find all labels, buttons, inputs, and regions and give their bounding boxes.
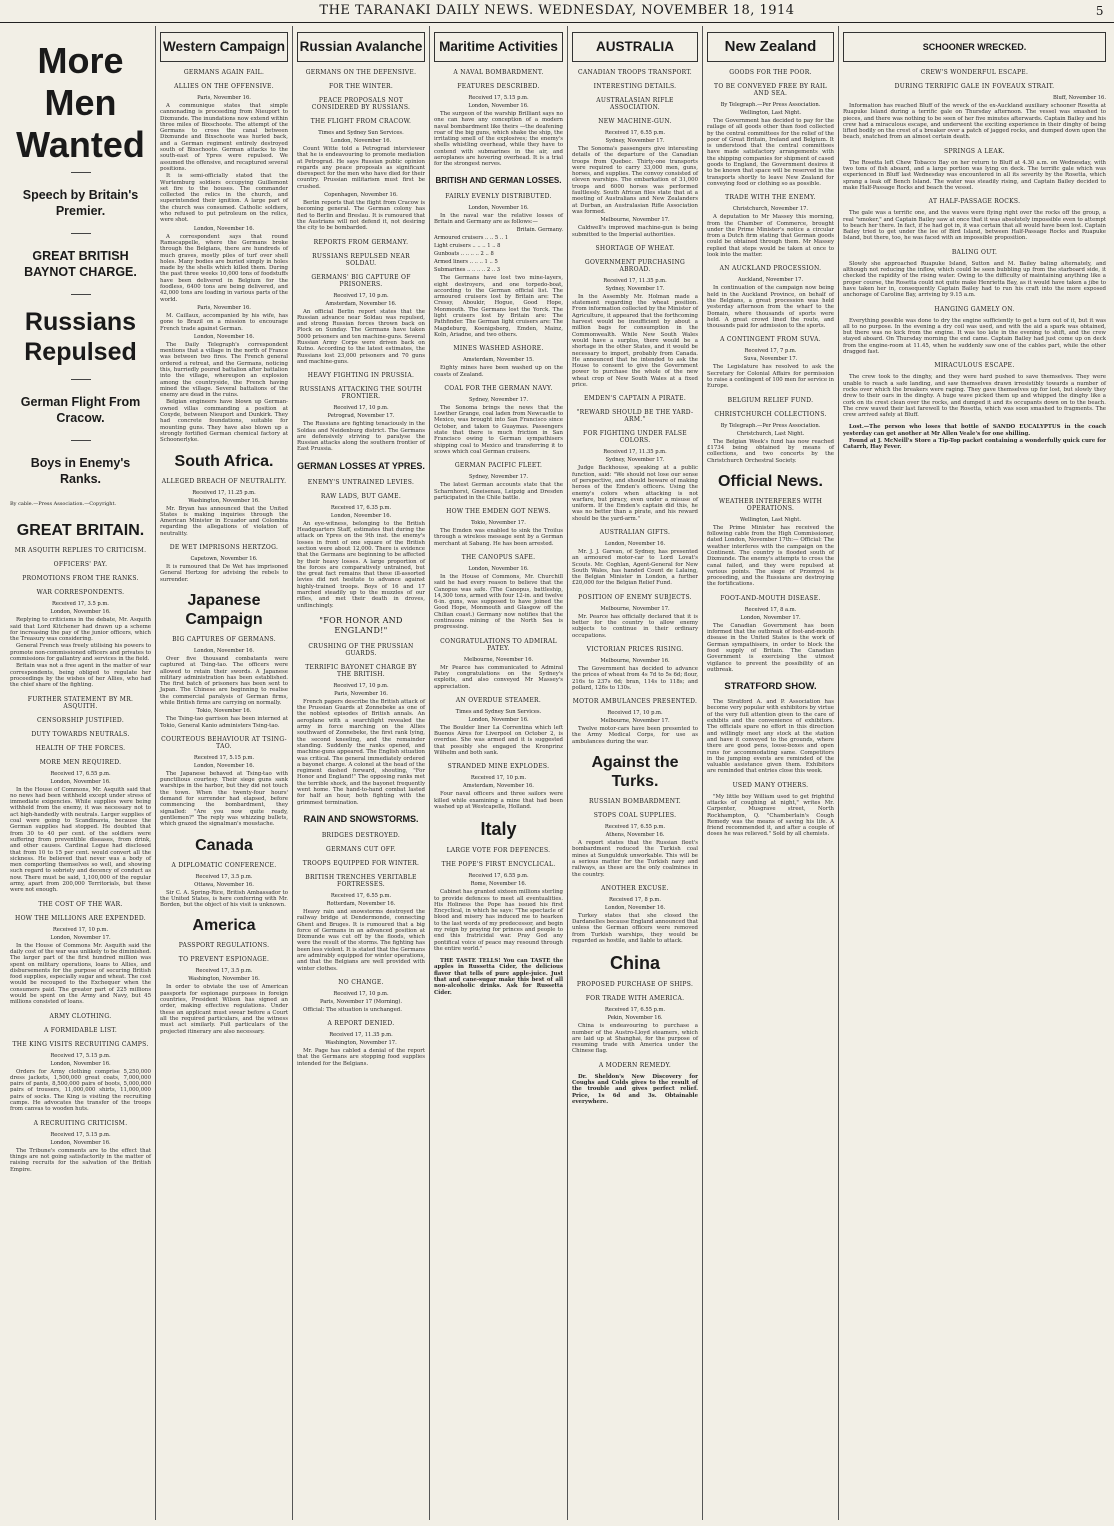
losses-table-header: Britain. Germany. — [516, 227, 563, 234]
column-heading: AUSTRALIA — [572, 32, 698, 62]
article-text: The Prime Minister has received the following cable from the High Commissioner, dated London, November 17th:— Official: The weather interferes with the campaign on the Continent. The country is flooded south of Dixmunde. The enemy's attempts to cross the canal failed, and they were repulsed at various points. The siege of Przemysl is proceeding, and the Russians are destroying the fortifications. — [707, 524, 834, 588]
column-maritime-activities — [430, 26, 568, 1520]
subhead: HEAVY FIGHTING IN PRUSSIA. — [307, 372, 415, 380]
section-great-britain: GREAT BRITAIN. — [16, 522, 145, 540]
press-credit: By cable.—Press Association.—Copyright. — [10, 501, 117, 507]
dateline: Sydney, November 17. — [468, 396, 529, 403]
subhead: GERMAN PACIFIC FLEET. — [454, 462, 543, 470]
article-text: Orders for Army clothing comprise 5,250,000 dress jackets, 1,500,000 great coats, 7,000,000 pairs of pants, 8,500,000 pairs of boots, 5,000,000 pairs of trousers, 11,000,000 shirts, 11,000,000 pairs of socks. The King is visiting the recruiting camps. He advocates the transfer of the troops from canvas to wooden huts. — [10, 1068, 151, 1113]
dateline: Washington, November 17. — [325, 1040, 397, 1047]
subhead: VICTORIAN PRICES RISING. — [586, 645, 684, 653]
subhead: THE POPE'S FIRST ENCYCLICAL. — [441, 861, 556, 869]
dateline: Sydney, November 17. — [605, 457, 665, 464]
article-text: In continuation of the campaign now being held in the Auckland Province, on behalf of the Belgians, a great procession was held yesterday afternoon from the wharf to the Domain, where thousands of sports were held. A great crowd lined the route, and thousands paid for admission to the sports. — [707, 285, 834, 330]
subhead: COAL FOR THE GERMAN NAVY. — [444, 384, 553, 392]
subhead: POSITION OF ENEMY SUBJECTS. — [578, 593, 692, 601]
section-german-losses-ypres: GERMAN LOSSES AT YPRES. — [297, 460, 425, 471]
dateline: London, November 17. — [50, 934, 111, 941]
subhead: FOOT-AND-MOUTH DISEASE. — [720, 594, 821, 602]
article-text: Berlin reports that the flight from Cracow is becoming general. The German colony has fled to Berlin and Breslau. It is rumoured that the Austrians will not defend it, not desiring the city to be bombarded. — [297, 200, 425, 232]
article-text: In order to obviate the use of American passports for espionage purposes in foreign countries, President Wilson has signed an order, making effective regulations. Under these an applicant must swear before a Court all the required particulars, and the witness must act similarly. Full particulars of the projected itinerary are also necessary. — [160, 984, 288, 1035]
masthead — [0, 0, 1114, 23]
subhead: DE WET IMPRISONS HERTZOG. — [169, 544, 279, 552]
dateline: Received 17, 5.15 p.m. — [193, 754, 255, 761]
subhead: A CONTINGENT FROM SUVA. — [720, 336, 821, 344]
dateline: London, November 16. — [50, 778, 111, 785]
dateline: Received 17, 10 p.m. — [470, 775, 527, 782]
article-text: China is endeavouring to purchase a number of the Austro-Lloyd steamers, which are laid up at Shanghai, for the purpose of resuming trade with America under the Chinese flag. — [572, 1023, 698, 1055]
dateline: Paris, November 16. — [197, 304, 251, 311]
dateline: Received 17, 6.55 p.m. — [604, 1007, 666, 1014]
article-text: A deputation to Mr Massey this morning, from the Chamber of Commerce, brought under the Prime Minister's notice a circular from a Dutch firm stating that German goods could be obtained through them. Mr Massey replied that steps would be taken at once to look into the matter. — [707, 214, 834, 259]
dateline: Received 17, 10 p.m. — [333, 682, 389, 689]
column-heading: Russian Avalanche — [297, 32, 425, 62]
subhead: AN AUCKLAND PROCESSION. — [719, 265, 822, 273]
dateline: Suva, November 17. — [743, 356, 798, 363]
subhead: HOW THE EMDEN GOT NEWS. — [446, 508, 551, 516]
column-heading: New Zealand — [707, 32, 834, 62]
dateline: Wellington, Last Night. — [740, 110, 801, 116]
headline-more-men: More Men Wanted — [16, 40, 145, 165]
subhead: PROMOTIONS FROM THE RANKS. — [22, 575, 139, 583]
subhead: AT HALF-PASSAGE ROCKS. — [928, 198, 1021, 206]
subhead: ARMY CLOTHING. — [49, 1012, 112, 1020]
deck-german-flight: German Flight From Cracow. — [20, 395, 141, 425]
dateline: Received 17, 5.15 p.m. — [50, 1131, 111, 1138]
subhead: ANOTHER EXCUSE. — [601, 884, 669, 892]
dateline: Amsterdam, November 16. — [463, 783, 534, 790]
article-text: Belgian engineers have blown up German-owned villas commanding a position at Coxyde, between Nieuport and Dunkirk. They had concrete foundations, suitable for mounting guns. They have also blown up a strongly fortified German chemical factory at Schoonerlyke. — [160, 399, 288, 444]
divider — [71, 440, 91, 441]
dateline: Petrograd, November 17. — [327, 413, 395, 420]
subhead: ENEMY'S UNTRAINED LEVIES. — [307, 478, 415, 486]
dateline: Sydney, November 17. — [605, 285, 665, 292]
article-text: A correspondent says that round Ramscappelle, where the Germans broke through the Belgians, there are hundreds of much graves, mostly piles of turf over shell holes. Many bodies are buried simply in holes made by the shells which killed them. During the past three weeks 10,000 tons of foodstuffs have been delivered in Belgium for the foodless, 6400 tons are being delivered, and 42,000 tons are loading in various parts of the world. — [160, 233, 288, 303]
article-text: The Sonoma brings the news that the Lowther Grange, coal laden from Newcastle to Mexico, was brought into San Francisco since October, and taken to Guaymas. Passengers state that there is much friction in San Francisco owing to German sympathisers shipping coal to Mexico and transferring it to scows which coal German cruisers. — [434, 404, 563, 455]
subhead: A RECRUITING CRITICISM. — [33, 1119, 128, 1127]
subhead: AUSTRALIAN GIFTS. — [599, 528, 671, 536]
subhead: TO BE CONVEYED FREE BY RAIL AND SEA. — [714, 83, 827, 97]
subhead: CENSORSHIP JUSTIFIED. — [36, 716, 125, 724]
subhead: A MODERN REMEDY. — [598, 1061, 672, 1069]
dateline: Received 17, 11.35 p.m. — [603, 449, 667, 456]
dateline: Christchurch, Last Night. — [736, 430, 805, 437]
advertisement-mcneill: Found at J. McNeill's Store a Tip-Top packet containing a wonderfully quick cure for Catarrh, Hay Fever. — [843, 437, 1106, 451]
subhead: TRADE WITH THE ENEMY. — [725, 194, 816, 202]
article-text: In the naval war the relative losses of Britain and Germany are as follows:— — [434, 212, 563, 225]
dateline: Received 17, 3.5 p.m. — [52, 601, 109, 608]
subhead: PEACE PROPOSALS NOT CONSIDERED BY RUSSIANS. — [311, 97, 411, 111]
subhead: CANADIAN TROOPS TRANSPORT. — [578, 69, 692, 76]
subhead: GERMANS CUT OFF. — [325, 845, 396, 853]
dateline: Ottawa, November 16. — [194, 881, 254, 888]
subhead: BRIDGES DESTROYED. — [321, 831, 401, 839]
dateline: Pekin, November 16. — [607, 1015, 663, 1022]
losses-table-row: Armed liners .. .. .. 1 .. 5 — [434, 259, 498, 266]
article-text: The Germans have lost two mine-layers, eight destroyers, and one torpedo-boat, according to the German official list. The armoured cruisers lost by Britain are: The Cressy, Aboukir, Hogue, Good Hope, Monmouth. The Germans lost the Yorck. The light cruisers lost by Britain are: The Pathfinder. The German light cruisers are: The Magdeburg, Koenigsberg, Emden, Mainz, Koln, Ariadne, and two others. — [434, 275, 563, 338]
deck-russians-repulsed: Russians Repulsed — [24, 308, 137, 366]
dateline: Received 17, 6.55 p.m. — [604, 824, 666, 831]
article-text: An official Berlin report states that the Russian advance near Soldau was repulsed, and strong Russian forces thrown back on Plock on Sunday. The Germans have taken 5000 prisoners and ten machine-guns. Several Russian Army Corps were driven back on Kutno. According to the latest estimates, the Russians lost 23,000 prisoners and 70 guns and machine-guns. — [297, 308, 425, 365]
dateline: Received 17, 3.5 p.m. — [195, 968, 253, 975]
dateline: Paris, November 16. — [197, 95, 251, 101]
dateline: London, November 16. — [468, 204, 529, 211]
dateline: Received 17, 10 p.m. — [333, 292, 389, 299]
article-text: Mr. Bryan has announced that the United States is making inquiries through the American Minister in Ecuador and Colombia regarding the allegations of violation of neutrality. — [160, 505, 288, 537]
article-text: The Belgian Week's fund has now reached £1734 being obtained by means of collections, and two concerts by the Christchurch Orchestral Society. — [707, 438, 834, 464]
dateline: Melbourne, November 16. — [600, 657, 670, 664]
losses-table-row: Gunboats .. .. .. .. 2 .. 8 — [434, 251, 494, 258]
article-text: Information has reached Bluff of the wreck of the ex-Auckland auxiliary schooner Rosetta at Ruapuke Island during a terrific gale on Thursday afternoon. The vessel was smashed to pieces, and there was nothing to be seen of her five minutes afterwards. Captain Bailey and his crew had a miraculous escape, and underwent the exciting experience in their dinghy of being lifted bodily on the crest of a breaker over a patch of jagged rocks, and dumped down upon the beach, snatched from an almost certain death. — [843, 103, 1106, 141]
article-text: The Tsing-tao garrison has been interned at Tokio, General Kanio administers Tsing-tao. — [160, 716, 288, 729]
section-south-africa: South Africa. — [174, 452, 274, 470]
subhead: RUSSIANS ATTACKING THE SOUTH FRONTIER. — [299, 386, 423, 401]
dateline: London, November 16. — [604, 540, 666, 547]
advertisement-russetta: THE TASTE TELLS! You can TASTE the apples in Russetta Cider, the delicious flavor that tells of pure apple-juice. Just that and cane-sugar make this best of all non-alcoholic drinks. Ask for Russetta Cider. — [434, 958, 563, 996]
article-text: Everything possible was done to dry the engine sufficiently to get a turn out of it, but it was all to no purpose. In the evening a dry coil was used, and with the aid a spark was obtained, but there was no kick from the engine. It was too late in the evening to shift, and the crew stayed aboard. On Thursday morning the end came. Captain Bailey had just come up on deck from the engine-room at 11.45, when he suddenly saw one of the cables part, while the other dragged fast. — [843, 317, 1106, 356]
subhead: BRITISH TRENCHES VERITABLE FORTRESSES. — [305, 873, 417, 888]
dateline: Received 17, 6.55 p.m. — [604, 130, 666, 136]
subhead: MINES WASHED ASHORE. — [453, 345, 544, 353]
dateline: Tokio, November 17. — [471, 520, 526, 527]
dateline: Amsterdam, November 15. — [463, 357, 534, 364]
subhead: MOTOR AMBULANCES PRESENTED. — [572, 698, 698, 706]
dateline: Melbourne, November 16. — [463, 656, 534, 663]
article-text: A communique states that simple cannonading is proceeding from Nieuport to Dixmunde. The inundations now extend within three miles of Bixschoote. The attempt of the Germans to cross the canal between Dixmunde and Bixschoote was hurled back, and a German regiment entirely destroyed south of Bixschoote. German attacks to the south-east of Ypres were repulsed. We assumed the offensive, and recaptured several positions. — [160, 103, 288, 172]
dateline: Copenhagen, November 16. — [324, 192, 398, 199]
masthead-title: THE TARANAKI DAILY NEWS. WEDNESDAY, NOVEMBER 18, 1914 — [319, 3, 795, 18]
article-text: The Stratford A. and P. Association has become very popular with exhibitors by virtue of the very full attention given to the care of exhibits and the convenience of exhibitors. The officials spare no effort in this direction and willingly meet any stock at the station and have it conveyed to the grounds, where there are good pens, loose-boxes and open runs for accommodating same. Competitors in the jumping events are reminded of the valuable assistance given them. Exhibitors are reminded that entries close this week. — [707, 699, 834, 775]
article-text: The gale was a terrific one, and the waves were flying right over the rocks off the group, a real "smoker," and Captain Bailey saw at once that it was absolutely impossible even to attempt to beach her there. In fact, if he had got in, it was certain that all would have been lost. Captain Bailey tried to get under the lee of Bird Island, between Half-Passage Rocks and Ruapuke Island, but there, too, he was faced with an impossible proposition. — [843, 210, 1106, 242]
subhead: HANGING GAMELY ON. — [934, 305, 1015, 313]
article-text: The Daily Telegraph's correspondent mentions that a village in the north of France was between two fires. The French general ordered a retreat, and the Germans, noticing this, hurriedly poured battalion after battalion into the village, whereupon an explosion among the countryside, the French having mined the village. Several battalions of the enemy are dead in the ruins. — [160, 341, 288, 399]
article-text: Official: The situation is unchanged. — [303, 1006, 402, 1013]
dateline: Washington, November 16. — [188, 976, 260, 983]
subhead: HOW THE MILLIONS ARE EXPENDED. — [15, 914, 146, 922]
dateline: Paris, November 17 (Morning). — [319, 998, 403, 1005]
dateline: Amsterdam, November 16. — [325, 300, 397, 307]
subhead: STRANDED MINE EXPLODES. — [447, 763, 550, 771]
subhead: A REPORT DENIED. — [327, 1020, 395, 1028]
subhead: BELGIUM RELIEF FUND. — [727, 396, 814, 404]
dateline: London, November 16. — [604, 904, 666, 911]
subhead: BALING OUT. — [951, 248, 998, 256]
subhead: REPORTS FROM GERMANY. — [313, 238, 409, 246]
dateline: Auckland, November 17. — [737, 277, 804, 284]
column-schooner-wrecked — [839, 26, 1110, 1520]
section-stratford-show: STRATFORD SHOW. — [724, 681, 817, 693]
article-text: The crew took to the dinghy, and they were hard pushed to save themselves. They were unable to reach a safe landing, and saw themselves drawn irresistibly towards a number of rocks over which the breakers were raging. They gave themselves up for lost, but slowly they drew to their oars in the dinghy. A huge wave picked them up and whipped the dinghy like a cork on its crest clean over the rocks, and dumped it and its occupants down on to the beach. The crew waved their last farewell to the Rosetta, which was soon smashed to fragments. The crew arrived safely at Bluff. — [843, 374, 1106, 419]
dateline: Tokio, November 16. — [196, 708, 252, 715]
subhead: ALLIES ON THE OFFENSIVE. — [174, 83, 274, 90]
advertisement-chamberlain: "My little boy William used to get frightful attacks of coughing at night," writes Mr. Carpenter, Musgrave street, North Rockhampton, Q. "Chamberlain's Cough Remedy was the means of saving his life. A friend recommended it, and after a couple of doses he was relieved." Sold by all chemists. — [707, 793, 834, 838]
dateline: London, November 16. — [468, 565, 529, 572]
subhead: DURING TERRIFIC GALE IN FOVEAUX STRAIT. — [894, 83, 1055, 90]
column-heading: Western Campaign — [160, 32, 288, 62]
dateline: Received 17, 11.35 p.m. — [329, 1032, 393, 1039]
dateline: Melbourne, November 17. — [600, 217, 670, 224]
article-text: Mr. J. J. Garvan, of Sydney, has presented an armoured motor-car to Lord Lovat's Scouts. Mr. Coghlan, Agent-General for New South Wales, has handed Count de Lalaing, the Belgian Minister in London, a further £20,000 for the Belgian Relief Fund. — [572, 548, 698, 587]
subhead: RUSSIAN BOMBARDMENT. — [588, 798, 681, 806]
dateline: London, November 16. — [330, 138, 392, 144]
dateline: Wellington, Last Night. — [740, 516, 801, 523]
article-text: A report states that the Russian fleet's bombardment reduced the Turkish coal mines at Sungulduk unworkable. This will be a serious matter for the Turkish navy and railways, as these are the only coalmines in the country. — [572, 840, 698, 878]
dateline: By Telegraph.—Per Press Association. — [720, 422, 821, 429]
subhead: AUSTRALASIAN RIFLE ASSOCIATION. — [596, 97, 674, 111]
dateline: Received 17, 3.5 p.m. — [195, 873, 253, 880]
dateline: Times and Sydney Sun Services. — [455, 708, 542, 715]
article-text: Twelve motor-cars have been presented to the Army Medical Corps, for use as ambulances during the war. — [572, 726, 698, 745]
subhead: SPRINGS A LEAK. — [944, 147, 1005, 155]
subhead: THE COST OF THE WAR. — [38, 900, 123, 908]
losses-table-row: Submarines .. .. .. .. 2 .. 3 — [434, 267, 501, 274]
section-italy: Italy — [480, 819, 517, 840]
dateline: Rotterdam, November 16. — [326, 900, 396, 907]
article-text: Caldwell's improved machine-gun is being submitted to the Imperial authorities. — [572, 225, 698, 238]
article-text: Mr Pearce has communicated to Admiral Patey congratulations on the Sydney's exploits, and also conveyed Mr Massey's appreciation. — [434, 664, 563, 690]
subhead: CHRISTCHURCH COLLECTIONS. — [714, 410, 827, 418]
dateline: Received 17, 6.35 p.m. — [330, 504, 392, 511]
subhead: ALLEGED BREACH OF NEUTRALITY. — [161, 477, 287, 485]
column-heading: Maritime Activities — [434, 32, 563, 62]
column-heading: SCHOONER WRECKED. — [843, 32, 1106, 62]
article-text: Four naval officers and three sailors were killed while examining a mine that had been washed up at Westcapelle, Holland. — [434, 791, 563, 810]
subhead: LARGE VOTE FOR DEFENCES. — [446, 847, 551, 855]
subhead: EMDEN'S CAPTAIN A PIRATE. — [583, 395, 687, 403]
article-text: The Russians are fighting tenaciously in the Soldau and Neidenburg district. The Germans are defensively striving to paralyse the Russian attacks along the southern frontier of East Prussia. — [297, 421, 425, 453]
section-official-news: Official News. — [718, 472, 823, 490]
subhead: AN OVERDUE STEAMER. — [455, 696, 542, 704]
article-text: General French was freely utilising his powers to promote non-commissioned officers and privates to commissions for gallantry and services in the field. — [10, 643, 151, 663]
article-text: M. Caillaux, accompanied by his wife, has gone to Brazil on a mission to encourage French trade against German. — [160, 312, 288, 332]
dateline: Athens, November 16. — [605, 832, 665, 839]
dateline: London, November 16. — [468, 103, 529, 109]
dateline: Received 17, 8 p.m. — [609, 896, 661, 903]
article-text: Heavy rain and snowstorms destroyed the railway bridge at Dendermonde, connecting Ghent and Bruges. It is rumoured that a big force of Germans in an advanced position at Dixmunde was cut off by the floods, which were the result of the storms. The fighting has been less violent. It is stated that the Germans are admirably equipped for winter operations, and that the Belgians are well provided with winter clothes. — [297, 908, 425, 972]
article-text: Replying to criticisms in the debate, Mr. Asquith said that Lord Kitchener had drawn up a scheme for increasing the pay of the junior officers, which the Treasury was considering. — [10, 617, 151, 643]
subhead: FOR THE WINTER. — [328, 83, 394, 90]
subhead: GERMANS ON THE DEFENSIVE. — [305, 69, 417, 76]
dateline: London, November 16. — [193, 762, 255, 769]
article-text: Mr. Page has cabled a denial of the report that the Germans are stopping food supplies intended for the Belgians. — [297, 1048, 425, 1067]
dateline: London, November 16. — [193, 225, 255, 232]
dateline: Bluff, November 16. — [1053, 95, 1106, 101]
article-text: In the House of Commons Mr. Asquith said the daily cost of the war was unlikely to be diminished. The larger part of the first hundred million was spent on military operations, loans to Allies, and disbursements for the purpose of securing British food supplies, especially sugar and wheat. The cost would be recouped to the Exchequer when the consumers paid. The greater part of 225 millions would be spent on the Army and Navy, but 45 millions consisted of loans. — [10, 942, 151, 1006]
subhead: STOPS COAL SUPPLIES. — [593, 812, 677, 820]
subhead: NEW MACHINE-GUN. — [598, 118, 672, 125]
subhead: PROPOSED PURCHASE OF SHIPS. — [576, 981, 694, 989]
article-text: The Japanese behaved at Tsing-tao with punctilious courtesy. Their siege guns sank warships in the harbor, but they did not touch the town. When the twenty-four hours' demand for surrender had elapsed, before commencing the bombardment, they signalled: "Are you now quite ready, gentlemen?" The reply was whizzing bullets, which grazed the signalman's moustache. — [160, 770, 288, 828]
dateline: Received 17, 11.35 p.m. — [603, 277, 667, 284]
subhead: TERRIFIC BAYONET CHARGE BY THE BRITISH. — [305, 663, 417, 678]
dateline: Received 17, 6.55 p.m. — [50, 770, 111, 777]
subhead: HEALTH OF THE FORCES. — [35, 744, 126, 752]
article-text: Slowly she approached Ruapuke Island, Sutton and M. Bailey baling alternately, and although not reducing the inflow, which could be seen bubbling up from the starboard side, it checked the rapidity of the rising water. Owing to the difficulty of maintaining anything like a proper course, the Rosetta could not quite make Henrietta Bay, as it would have taken a jibe to have taken her in, consequently Captain Bailey had to run his craft into the more exposed anchorage of Caroline Bay, arriving by 9.15 a.m. — [843, 260, 1106, 299]
article-text: Mr. Pearce has officially declared that it is better for the country to allow enemy subjects to continue in their ordinary occupations. — [572, 613, 698, 639]
article-text: Sir C. A. Spring-Rice, British Ambassador to the United States, is here conferring with Mr. Borden, but the object of his visit is unknown. — [160, 889, 288, 909]
dateline: Received 17, 10 p.m. — [607, 710, 663, 717]
article-text: It is rumoured that De Wet has imprisoned General Hertzog for advising the rebels to surrender. — [160, 564, 288, 583]
dateline: London, November 16. — [50, 609, 111, 616]
subhead: MIRACULOUS ESCAPE. — [934, 362, 1015, 370]
dateline: Received 17, 6.55 p.m. — [468, 873, 529, 880]
subhead: GOVERNMENT PURCHASING ABROAD. — [584, 258, 686, 273]
subhead: FOR FIGHTING UNDER FALSE COLORS. — [583, 430, 687, 445]
section-rain-snowstorms: RAIN AND SNOWSTORMS. — [303, 813, 419, 824]
article-text: The surgeon of the warship Brilliant says no one can have any conception of a modern naval bombardment like theirs —the deafening roar of the big guns, which shake the ship, the irritating smell of the explosives; the enemy's shells whistling overhead, while they have to contend with submarines in the air, and aeroplanes are hovering overhead. It is a trial for the strongest nerves. — [434, 111, 563, 168]
article-text: An eye-witness, belonging to the British Headquarters Staff, estimates that during the attack on Ypres on the 9th inst. the enemy's losses in front of one square of the British section were about 12,000. There is evidence that the Germans are beginning to be affected by their heavy losses. A large proportion of the forces are comparatively untrained, but the great fact remains that these ill-assorted levies did not hesitate to advance against highly-trained troops. Boys of 16 and 17 marched steadily up to the muzzles of our rifles, and met their death in droves, unflinchingly. — [297, 520, 425, 609]
subhead: FURTHER STATEMENT BY MR. ASQUITH. — [27, 695, 134, 710]
subhead: WAR CORRESPONDENTS. — [36, 589, 125, 597]
dateline: Received 17, 5.15 p.m. — [50, 1052, 111, 1059]
article-text: The Sonoma's passengers give interesting details of the departure of the Canadian troops from Quebec. Thirty-one transports were required to carry 33,000 men, guns, horses, and supplies. The convoy consisted of eleven warships. The embarkation of 31,000 troops and 6000 horses was performed faultlessly. South African files state that at a meeting of Australians and New Zealanders at Durban, an Australasian Rifle Association was formed. — [572, 146, 698, 215]
subhead: "REWARD SHOULD BE THE YARD-ARM." — [576, 409, 694, 424]
subhead: GOODS FOR THE POOR. — [729, 69, 812, 76]
dateline: Sydney, November 17. — [468, 474, 529, 481]
dateline: Received 17, 10 p.m. — [333, 405, 389, 412]
subhead: COURTEOUS BEHAVIOUR AT TSING-TAO. — [161, 735, 287, 750]
divider — [71, 294, 91, 295]
article-text: Britain was not a free agent in the matter of war correspondents, being obliged to regulate her proceedings by the wishes of her Allies, who had the chief share of the fighting. — [10, 663, 151, 689]
subhead: CREW'S WONDERFUL ESCAPE. — [920, 69, 1029, 76]
dateline: Sydney, November 17. — [605, 138, 665, 144]
dateline: Received 17, 10 p.m. — [333, 990, 389, 997]
columns — [6, 26, 1110, 1520]
article-text: Judge Backhouse, speaking at a public function, said: "We should not lose our sense of perspective, and should beware of making heroes of the Emden's officers. Using the enemy's colors when attacking is not warfare, but piracy, even under a misuse of uniform. If the Emden's captain did this, he was no better than a pirate, and his reward should be the yard-arm." — [572, 465, 698, 522]
subhead: SHORTAGE OF WHEAT. — [595, 244, 675, 252]
subhead: "FOR HONOR AND ENGLAND!" — [319, 615, 403, 635]
subhead: OFFICERS' PAY. — [53, 561, 108, 569]
subhead: PASSPORT REGULATIONS. — [178, 942, 270, 950]
subhead: WEATHER INTERFERES WITH OPERATIONS. — [718, 497, 823, 512]
section-japanese-campaign: Japanese Campaign — [185, 591, 263, 628]
section-america: America — [192, 917, 256, 935]
dateline: By Telegraph.—Per Press Association. — [720, 102, 821, 108]
deck-bayonet-charge: GREAT BRITISH BAYNOT CHARGE. — [24, 249, 137, 279]
dateline: Received 17, 11.25 p.m. — [192, 489, 256, 496]
article-text: Count Witte told a Petrograd interviewer that he is endeavouring to promote mediation at Petrograd. He says Russian public opinion regards any peace proposals as significant disrespect for the men who have died for their country. Prussian militarism must first be crushed. — [297, 146, 425, 190]
deck-boys-enemy: Boys in Enemy's Ranks. — [30, 456, 131, 486]
subhead: USED MANY OTHERS. — [732, 781, 809, 789]
dateline: Capetown, November 16. — [190, 556, 258, 563]
subhead: GERMANS' BIG CAPTURE OF PRISONERS. — [311, 273, 411, 288]
subhead: RUSSIANS REPULSED NEAR SOLDAU. — [312, 252, 410, 267]
subhead: FEATURES DESCRIBED. — [457, 83, 540, 90]
dateline: Washington, November 16. — [188, 497, 260, 504]
article-text: The Government has decided to advance the prices of wheat from 4s 7d to 5s 6d; flour, 216s to 237s 6d; bran, 114s to 118s; and pollard, 126s to 130s. — [572, 665, 698, 691]
subhead: CONGRATULATIONS TO ADMIRAL PATEY. — [440, 637, 557, 652]
article-text: French papers describe the British attack of the Prussian Guards at Zonnebeke as one of the noblest episodes of British annals. An aeroplane with a searchlight revealed the army in force marching on the Allies southward of Zonnebeke, the first rank lying, the second kneeling, and the remainder standing. Suddenly the ranks opened, and machine-guns appeared. The English situation was critical. The general immediately ordered a bayonet charge. A colonel at the head of the regiment dashed forward, shouting, "For Honor and England!" The opposing ranks met the terrible shock, and the bayonet frequently went home. The hand-to-hand combat lasted for half an hour, both fighting with the grimmest termination. — [297, 698, 425, 806]
article-text: Turkey states that she closed the Dardanelles because England announced that unless the German officers were removed from Turkish warships, they would be regarded as hostile, and liable to attack. — [572, 912, 698, 944]
subhead: THE CANOPUS SAFE. — [461, 553, 536, 561]
article-text: The Canadian Government has been informed that the outbreak of foot-and-mouth disease in the United States is the work of German sympathisers, in order to block the food supply of Britain. The Canadian Government is exercising the utmost vigilance to prevent the possibility of an outbreak. — [707, 622, 834, 673]
column-australia — [568, 26, 703, 1520]
dateline: Received 17, 5.15 p.m. — [468, 95, 529, 101]
dateline: Rome, November 16. — [470, 881, 527, 888]
subhead: FOR TRADE WITH AMERICA. — [585, 995, 685, 1003]
subhead: RAW LADS, BUT GAME. — [320, 492, 402, 500]
subhead: MR ASQUITH REPLIES TO CRITICISM. — [14, 547, 147, 555]
article-text: Cabinet has granted sixteen millions sterling to provide defences to meet all eventualities. His Holiness the Pope has issued his first Encyclical, in which he says: "The spectacle of blood and misery has induced me to hearken to the last words of my predecessor, and begin my reign by praying for princes and people to end this fratricidal war. Pray God any pontifical voice of peace may resound through the entire world." — [434, 889, 563, 952]
article-text: The Legislature has resolved to ask the Secretary for Colonial Affairs for permission to raise a contingent of 100 men for service in Europe. — [707, 364, 834, 390]
subhead: INTERESTING DETAILS. — [593, 83, 677, 90]
section-canada: Canada — [195, 836, 253, 854]
dateline: London, November 16. — [193, 333, 255, 340]
article-text: In the House of Commons, Mr. Churchill said he had every reason to believe that the Canopus was safe. (The Canopus, battleship, 14,300 tons, armed with four 12-in. and twelve 6-in. guns, was supposed to have joined the Good Hope, Monmouth and Glasgow off the Chilian coast.) Germany now notifies that the continuous mining of the North Sea is progressing. — [434, 573, 563, 631]
subhead: BIG CAPTURES OF GERMANS. — [172, 635, 276, 643]
losses-table-row: Light cruisers .. .. .. 1 .. 8 — [434, 243, 501, 250]
subhead: A DIPLOMATIC CONFERENCE. — [171, 861, 277, 869]
article-text: In the Assembly Mr. Holman made a statement regarding the wheat position. From information collected by the Minister of Agriculture, it appeared that the forthcoming harvest would be insufficient by about a million bags for consumption in the Commonwealth. While New South Wales would have a surplus, there would be a shortage in the other States, and it would be necessary to import, probably from Canada. He announced that he intended to ask the House to consent to give the Government power to purchase the whole of the new wheat crop of New South Wales at a fixed price. — [572, 293, 698, 389]
article-text: The Tribune's comments are to the effect that things are not going satisfactorily in the matter of raising recruits for the salvation of the British Empire. — [10, 1147, 151, 1173]
dateline: London, November 16. — [468, 716, 529, 723]
column-great-britain — [6, 26, 156, 1520]
dateline: Received 17, 6.55 p.m. — [330, 892, 392, 899]
article-text: Eighty mines have been washed up on the coasts of Zealand. — [434, 365, 563, 378]
article-text: Over five thousand combatants were captured at Tsing-tao. The officers were allowed to retain their swords. A Japanese military administration has been established. The first batch of prisoners has been sent to Japan. The Chinese are beginning to realise the commercial paralysis of German firms, while British firms are carrying on normally. — [160, 655, 288, 706]
subhead: THE FLIGHT FROM CRACOW. — [310, 118, 412, 125]
dateline: London, November 16. — [50, 1139, 111, 1146]
column-russian-avalanche — [293, 26, 430, 1520]
article-text: The Government has decided to pay for the railage of all goods other than food collected by the central committees for the relief of the poor of Great Britain, Ireland and Belgium. It is understood that the central committees have made satisfactory arrangements with the shipping companies for shipment of cased goods to England, the Government desires it to be known that space will be reserved in the transports shortly to leave New Zealand for conveying food or clothing so as possible. — [707, 118, 834, 187]
article-text: The Boulder liner La Correntina which left Buenos Aires for Liverpool on October 2, is overdue. She was armed and it is suggested that possibly she engaged the Kronprinz Wilhelm and both sank. — [434, 724, 563, 757]
divider — [71, 233, 91, 234]
subhead: TROOPS EQUIPPED FOR WINTER. — [302, 859, 420, 867]
article-text: The Rosetta left Chew Tobacco Bay on her return to Bluff at 4.30 a.m. on Wednesday, with two tons of fish aboard, and a large portion was lying on deck. The terrific gale which was experienced in Bluff last Wednesday was encountered in all its severity by the Rosetta, which sprang a leak off Bench Island. The water was steadily rising, and Captain Bailey decided to make Half-Passage Rocks and beach the vessel. — [843, 159, 1106, 191]
subhead: GERMANS AGAIN FAIL. — [183, 69, 265, 76]
losses-table-row: Armoured cruisers .. .. 5 .. 1 — [434, 235, 509, 242]
column-western-campaign — [156, 26, 293, 1520]
subhead: A FORMIDABLE LIST. — [43, 1026, 118, 1034]
dateline: Melbourne, November 17. — [600, 718, 670, 725]
page-number: 5 — [1095, 4, 1104, 18]
divider — [71, 379, 91, 380]
advertisement-sando: Lost.—The person who loses that bottle of SANDO EUCALYPTUS in the coach yesterday can get another at Mr Allen Veale's for one shilling. — [843, 424, 1106, 437]
subhead: TO PREVENT ESPIONAGE. — [178, 956, 270, 964]
deck-premier-speech: Speech by Britain's Premier. — [22, 188, 139, 218]
advertisement-sheldon: Dr. Sheldon's New Discovery for Coughs and Colds gives to the result of the trouble and gives perfect relief. Price, 1s 6d and 3s. Obtainable everywhere. — [572, 1073, 698, 1105]
dateline: London, November 16. — [193, 647, 255, 654]
divider — [71, 172, 91, 173]
dateline: Times and Sydney Sun Services. — [318, 130, 404, 136]
dateline: London, November 16. — [50, 1060, 111, 1067]
dateline: Christchurch, November 17. — [732, 206, 809, 213]
column-new-zealand — [703, 26, 839, 1520]
subhead: A NAVAL BOMBARDMENT. — [453, 69, 544, 76]
subhead: DUTY TOWARDS NEUTRALS. — [31, 730, 130, 738]
section-china: China — [609, 953, 660, 974]
subhead: FAIRLY EVENLY DISTRIBUTED. — [445, 192, 552, 200]
section-british-german-losses: BRITISH AND GERMAN LOSSES. — [435, 175, 562, 185]
dateline: London, November 16. — [330, 512, 392, 519]
dateline: Received 17, 7 p.m. — [744, 348, 797, 355]
section-against-turks: Against the Turks. — [591, 754, 679, 791]
dateline: Melbourne, November 17. — [600, 605, 670, 612]
dateline: Received 17, 8 a.m. — [744, 606, 797, 613]
article-text: It is semi-officially stated that the Wurtemburg soldiers occupying Guillemont set fire to the houses. The commander collected the relics in the church, and superintended their ignition. A large part of the church was consumed. Catholic soldiers, who refused to put petroleum on the relics, were shot. — [160, 173, 288, 224]
subhead: NO CHANGE. — [338, 978, 384, 986]
dateline: London, November 17. — [740, 614, 801, 621]
article-text: The Emden was enabled to sink the Troilus through a wireless message sent by a German merchant at Sabang. He has been arrested. — [434, 528, 563, 547]
article-text: The latest German accounts state that the Scharnhorst, Gneisenau, Leipzig and Dresden participated in the Chile battle. — [434, 482, 563, 501]
subhead: MORE MEN REQUIRED. — [39, 758, 122, 766]
dateline: Paris, November 16. — [334, 690, 388, 697]
dateline: Received 17, 10 p.m. — [52, 926, 109, 933]
article-text: In the House of Commons, Mr. Asquith said that no news had been withheld except under stress of immediate exigencies. While supplies were being withheld from the enemy, it was necessary not to act high-handedly with neutrals. Larger supplies of coal were going to Scandinavia, because the German supplies had stopped. He doubted that from 30 to 40 per cent. of the soldiers were suffering from preventible diseases, from drink, and other causes. Cardinal Logue had disclosed that from 10 to 15 per cent. would convert all the sickness. He believed that never was a body of men comporting themselves so well, and showing such regard to sobriety and decency of conduct as now. There must be said, 1,100,000 of the regular army, apart from 200,000 Territorials, but these were not enough. — [10, 786, 151, 894]
subhead: THE KING VISITS RECRUITING CAMPS. — [12, 1040, 149, 1048]
subhead: CRUSHING OF THE PRUSSIAN GUARDS. — [308, 642, 414, 657]
